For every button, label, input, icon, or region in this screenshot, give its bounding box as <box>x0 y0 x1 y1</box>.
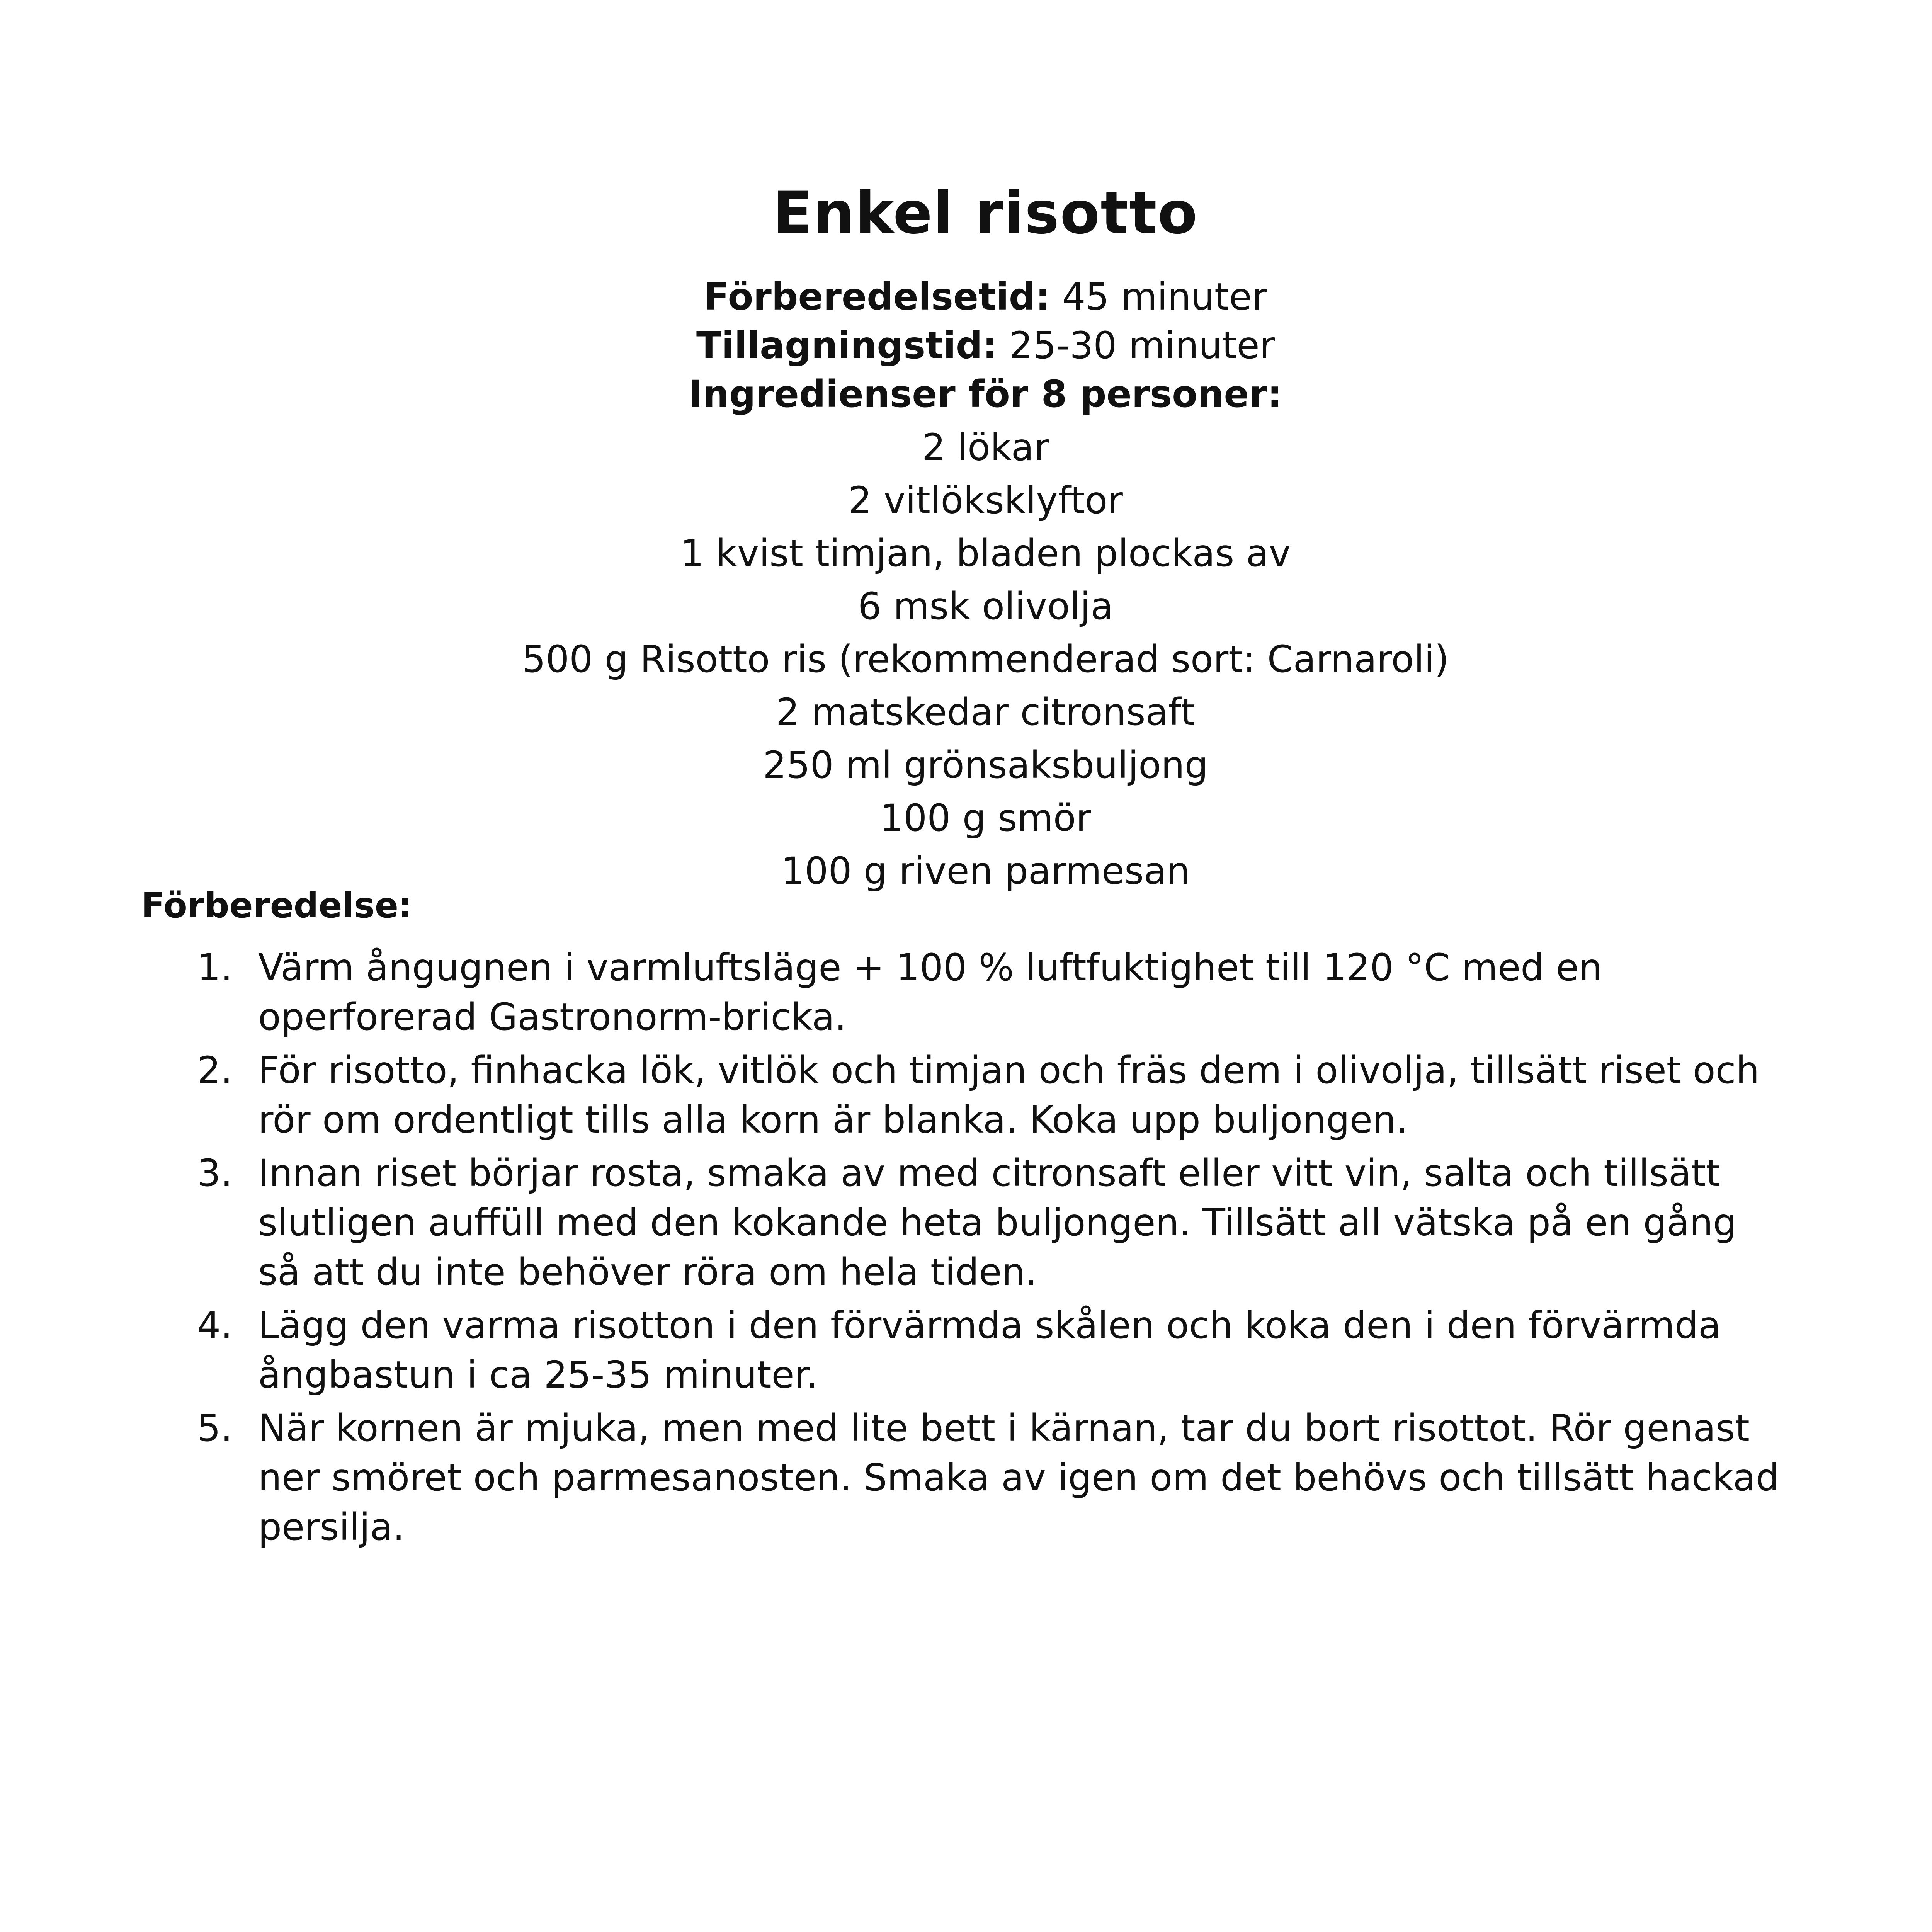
ingredient-item: 2 matskedar citronsaft <box>776 690 1196 734</box>
step-text: Lägg den varma risotton i den förvärmda skålen och koka den i den förvärmda ångbastun i ca 25-35 minuter. <box>258 1304 1721 1396</box>
cook-time-row <box>0 321 1932 370</box>
ingredient-item: 6 msk olivolja <box>857 585 1114 628</box>
step-text: Innan riset börjar rosta, smaka av med citronsaft eller vitt vin, salta och tillsätt slutligen auﬀüll med den kokande heta buljongen. Tillsätt all vätska på en gång så att du inte behöver röra om hela tiden. <box>258 1151 1737 1294</box>
recipe-meta <box>0 272 1932 418</box>
recipe-title: Enkel risotto <box>773 180 1198 247</box>
ingredients-heading-row <box>0 370 1932 418</box>
preparation-steps <box>0 943 1932 1556</box>
step-number: 5. <box>197 1406 233 1450</box>
step-number: 1. <box>197 946 233 989</box>
step-item <box>0 1301 1784 1400</box>
prep-time-row <box>0 272 1932 321</box>
preparation-heading: Förberedelse: <box>141 885 412 926</box>
step-item <box>0 1403 1784 1552</box>
ingredient-item: 250 ml grönsaksbuljong <box>763 743 1208 787</box>
cook-time-value: 25-30 minuter <box>1009 324 1275 367</box>
ingredient-item: 2 vitlöksklyftor <box>848 479 1123 522</box>
ingredients-heading: Ingredienser för 8 personer: <box>689 372 1282 416</box>
step-text: För risotto, finhacka lök, vitlök och timjan och fräs dem i olivolja, tillsätt riset och rör om ordentligt tills alla korn är blanka. Koka upp buljongen. <box>258 1049 1760 1141</box>
ingredient-item: 500 g Risotto ris (rekommenderad sort: Carnaroli) <box>522 638 1449 681</box>
ingredient-item: 100 g riven parmesan <box>781 849 1190 893</box>
ingredient-item: 2 lökar <box>922 426 1049 469</box>
step-item <box>0 1148 1784 1297</box>
ingredient-list <box>0 421 1932 898</box>
step-number: 2. <box>197 1049 233 1092</box>
cook-time-label: Tillagningstid: <box>696 324 998 367</box>
step-item <box>0 1046 1784 1145</box>
ingredient-item: 100 g smör <box>880 796 1091 840</box>
step-text: När kornen är mjuka, men med lite bett i kärnan, tar du bort risottot. Rör genast ner smöret och parmesanosten. Smaka av igen om det behövs och tillsätt hackad persilja. <box>258 1406 1779 1549</box>
step-item <box>0 943 1784 1042</box>
prep-time-label: Förberedelsetid: <box>704 275 1050 318</box>
step-number: 4. <box>197 1304 233 1347</box>
ingredient-item: 1 kvist timjan, bladen plockas av <box>680 532 1291 575</box>
step-text: Värm ångugnen i varmluftsläge + 100 % luftfuktighet till 120 °C med en operforerad Gastronorm-bricka. <box>258 946 1602 1039</box>
prep-time-value: 45 minuter <box>1062 275 1267 318</box>
step-number: 3. <box>197 1151 233 1195</box>
